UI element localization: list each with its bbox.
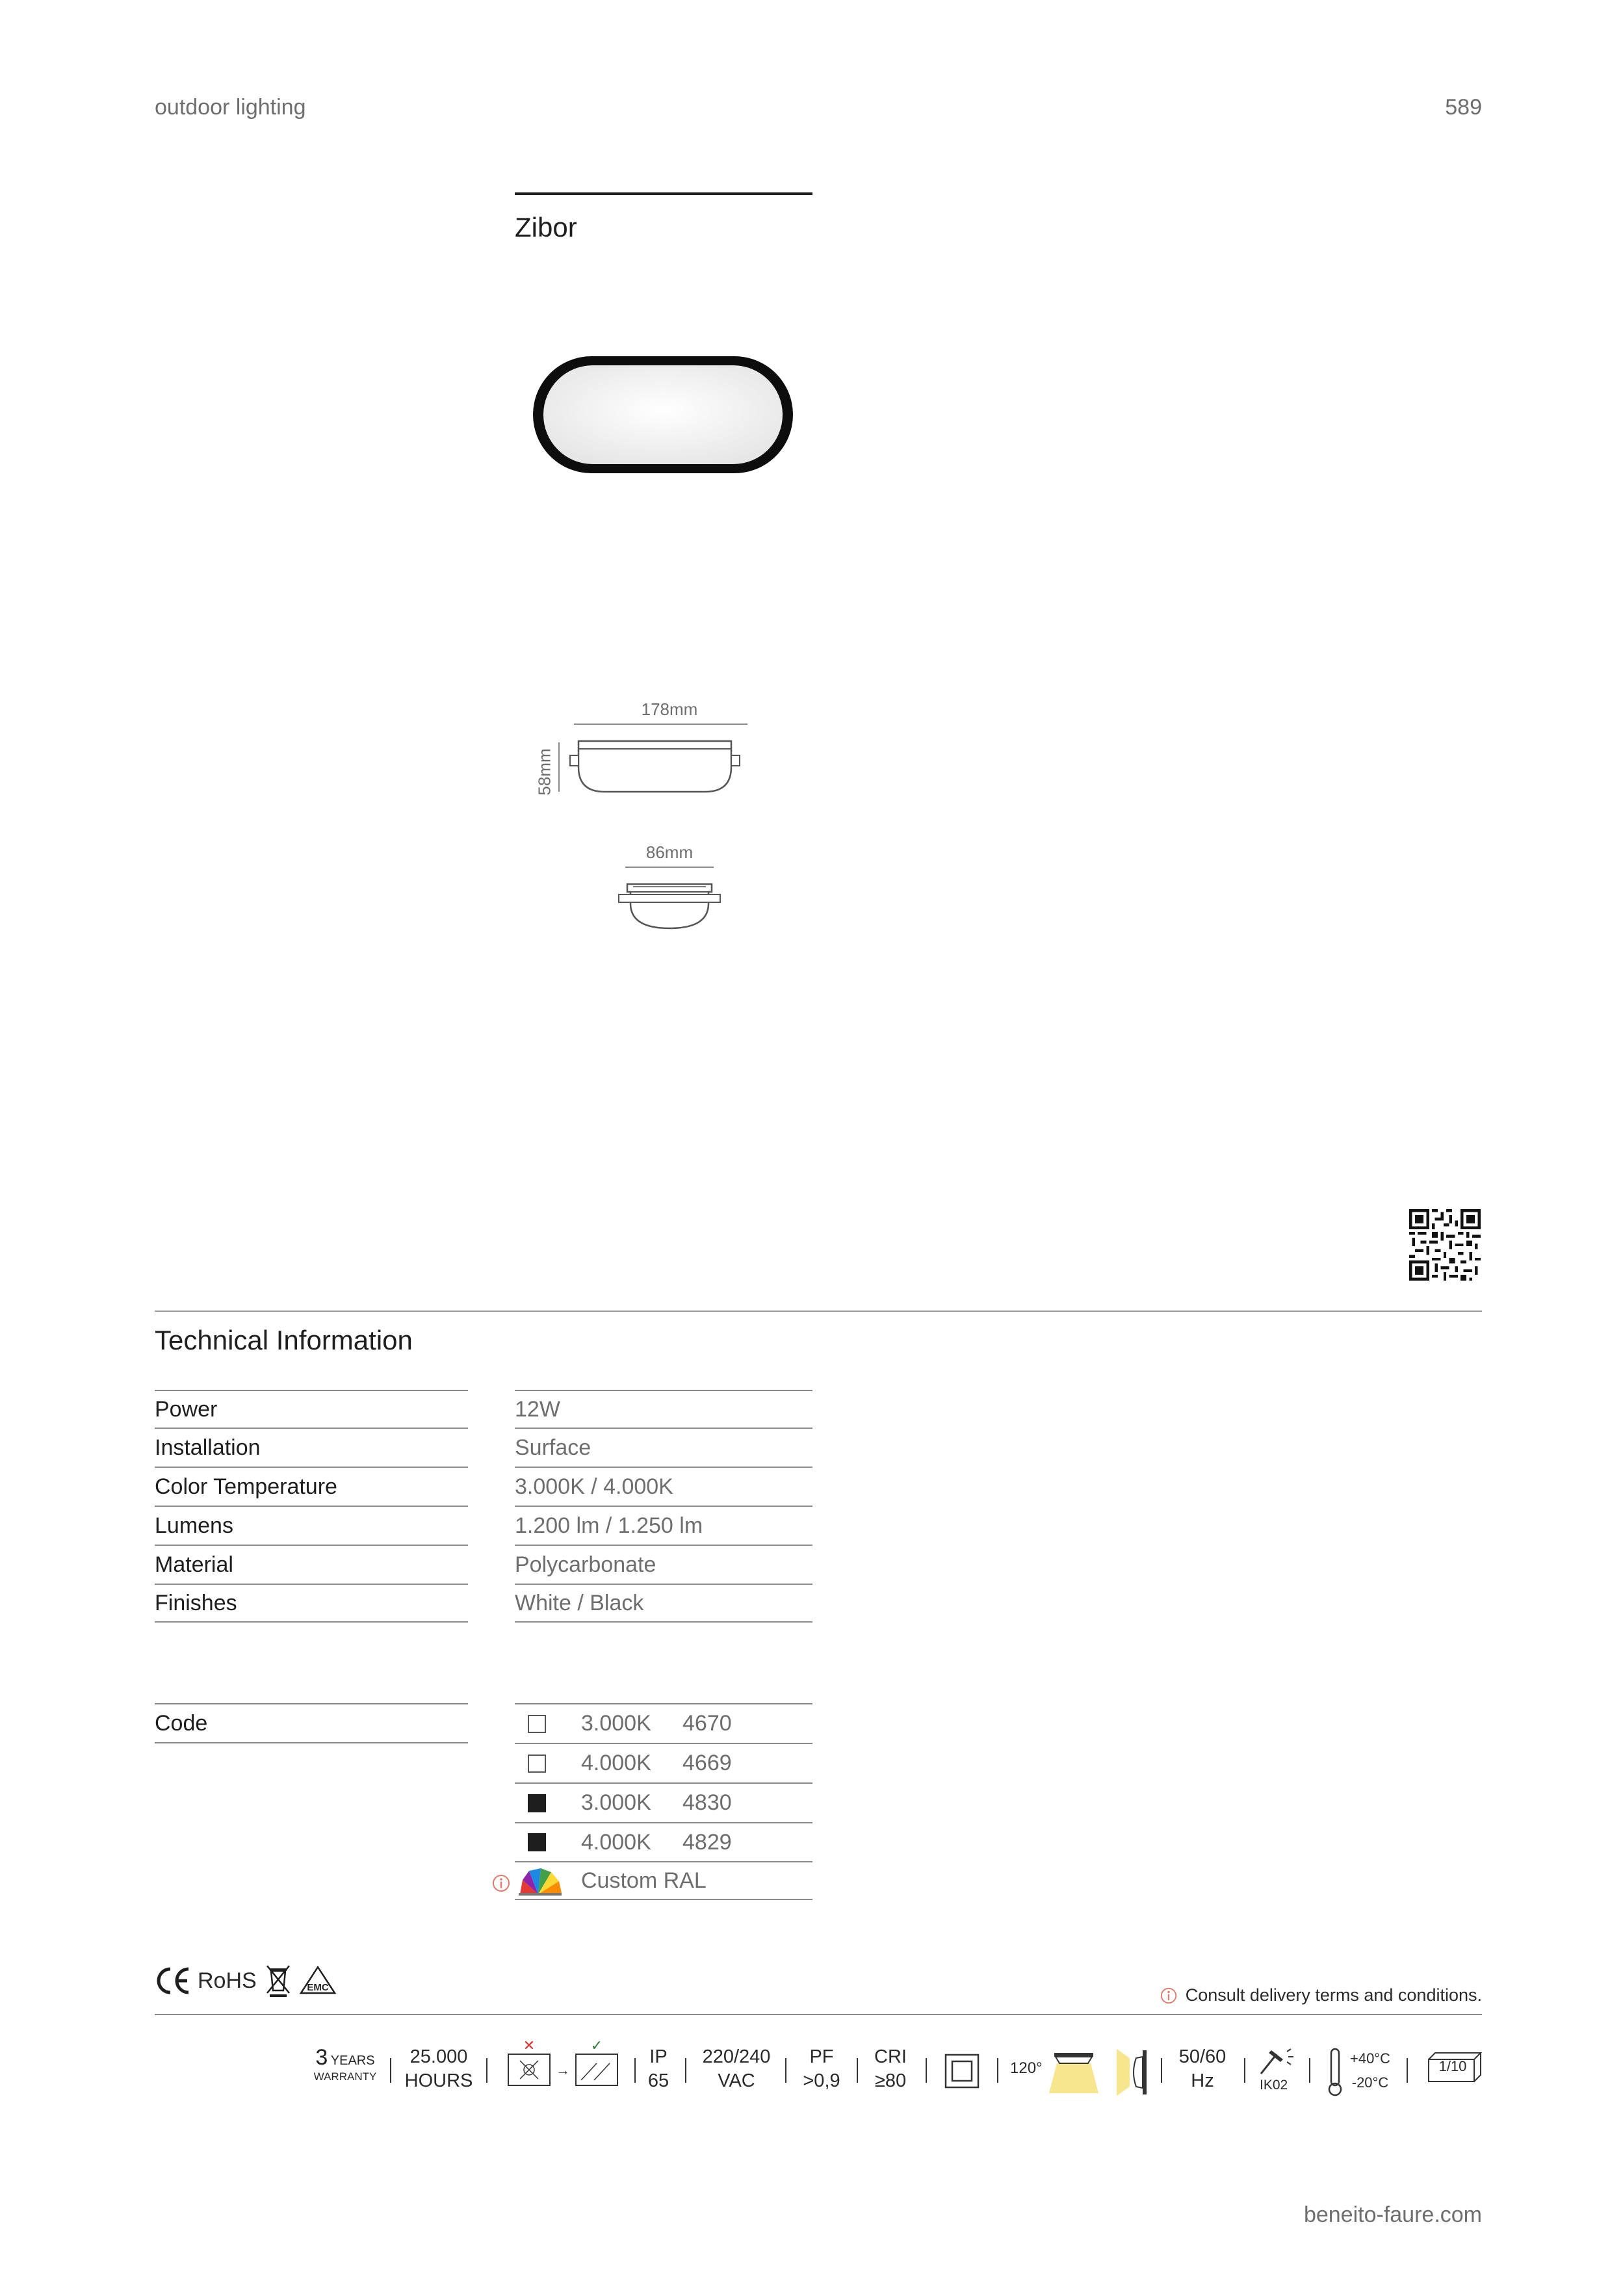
frequency-value: 50/60 — [1178, 2046, 1227, 2067]
voltage-unit: VAC — [718, 2070, 755, 2091]
section-divider — [155, 1311, 1482, 1312]
title-rule — [515, 192, 812, 195]
class-two-icon — [944, 2053, 980, 2089]
separator — [486, 2058, 487, 2083]
tech-value-color-temperature: 3.000K / 4.000K — [515, 1467, 812, 1506]
pf-value: >0,9 — [803, 2070, 840, 2091]
black-finish-swatch — [528, 1833, 546, 1851]
code-number: 4669 — [682, 1751, 732, 1775]
ceiling-light-beam-icon — [1048, 2049, 1100, 2096]
separator — [785, 2058, 786, 2083]
temp-max: +40°C — [1349, 2050, 1390, 2067]
technical-information-title: Technical Information — [155, 1325, 413, 1355]
temp-range — [1345, 2046, 1395, 2094]
voltage-spec — [695, 2045, 777, 2093]
ce-mark-icon — [155, 1966, 192, 1995]
section-title: outdoor lighting — [155, 95, 306, 120]
rohs-label: RoHS — [198, 1968, 257, 1993]
pf-spec — [794, 2045, 849, 2093]
code-row[interactable] — [515, 1703, 812, 1743]
code-temp: 3.000K — [581, 1711, 651, 1736]
package-quantity: 1/10 — [1438, 2058, 1467, 2074]
info-icon[interactable] — [491, 1873, 511, 1893]
svg-text:EMC: EMC — [307, 1982, 329, 1993]
consult-note-text: Consult delivery terms and conditions. — [1185, 1985, 1482, 2005]
code-row[interactable] — [515, 1743, 812, 1782]
warranty-spec — [309, 2045, 381, 2083]
separator — [685, 2058, 686, 2083]
svg-text:✕: ✕ — [523, 2040, 536, 2054]
cri-label: CRI — [874, 2046, 907, 2067]
white-finish-swatch — [528, 1715, 546, 1733]
frequency-spec — [1170, 2045, 1235, 2093]
hours-value: 25.000 — [409, 2046, 468, 2067]
qr-code[interactable] — [1409, 1209, 1481, 1281]
warranty-word: WARRANTY — [313, 2070, 377, 2083]
tech-value-lumens: 1.200 lm / 1.250 lm — [515, 1506, 812, 1545]
wall-light-beam-icon — [1114, 2048, 1150, 2097]
website-link[interactable]: beneito-faure.com — [1303, 2202, 1482, 2227]
tech-value-installation: Surface — [515, 1428, 812, 1467]
svg-text:✓: ✓ — [590, 2040, 603, 2054]
svg-text:→: → — [556, 2062, 570, 2078]
tech-labels — [155, 1390, 468, 1623]
separator — [1161, 2058, 1162, 2083]
beam-angle: 120° — [1010, 2059, 1043, 2077]
width-label: 178mm — [641, 699, 698, 719]
separator — [1244, 2058, 1245, 2083]
front-view-drawing — [530, 715, 751, 806]
weee-bin-icon — [262, 1963, 294, 1998]
code-number: 4670 — [682, 1711, 732, 1736]
code-label-cell — [155, 1703, 468, 1743]
tech-label-material: Material — [155, 1545, 468, 1584]
ip-label: IP — [649, 2046, 668, 2067]
code-temp: 3.000K — [581, 1790, 651, 1815]
spec-divider — [155, 2014, 1482, 2015]
black-finish-swatch — [528, 1794, 546, 1812]
warranty-years: 3 — [315, 2045, 328, 2070]
separator — [926, 2058, 927, 2083]
depth-label: 86mm — [645, 842, 694, 862]
thermometer-icon — [1326, 2048, 1344, 2097]
tech-label-finishes: Finishes — [155, 1584, 468, 1623]
custom-ral-label: Custom RAL — [581, 1868, 707, 1893]
tech-values — [515, 1390, 812, 1623]
warranty-unit: YEARS — [330, 2054, 375, 2068]
temp-min: -20°C — [1351, 2074, 1389, 2091]
product-title: Zibor — [515, 212, 577, 242]
separator — [1407, 2058, 1408, 2083]
white-finish-swatch — [528, 1755, 546, 1773]
voltage-value: 220/240 — [702, 2046, 771, 2067]
separator — [1309, 2058, 1310, 2083]
consult-note — [1150, 1985, 1482, 2005]
tech-label-installation: Installation — [155, 1428, 468, 1467]
tech-value-power: 12W — [515, 1390, 812, 1428]
code-temp: 4.000K — [581, 1751, 651, 1775]
hours-unit: HOURS — [404, 2070, 473, 2091]
code-temp: 4.000K — [581, 1829, 651, 1855]
code-row[interactable] — [515, 1822, 812, 1861]
impact-hammer-icon — [1257, 2046, 1296, 2076]
separator — [857, 2058, 858, 2083]
separator — [634, 2058, 636, 2083]
ip-spec — [642, 2045, 675, 2093]
product-image — [526, 351, 799, 481]
code-row[interactable] — [515, 1782, 812, 1822]
code-number: 4829 — [682, 1829, 732, 1855]
emc-mark-icon — [298, 1964, 337, 1997]
color-fan-icon — [516, 1867, 563, 1897]
tech-label-power: Power — [155, 1390, 468, 1428]
tech-value-material: Polycarbonate — [515, 1545, 812, 1584]
tech-label-lumens: Lumens — [155, 1506, 468, 1545]
code-label: Code — [155, 1703, 468, 1743]
page-number: 589 — [1445, 95, 1482, 120]
cri-spec — [864, 2045, 916, 2093]
cri-value: ≥80 — [874, 2070, 907, 2091]
no-bulb-replace-icon — [504, 2040, 621, 2092]
frequency-unit: Hz — [1191, 2070, 1214, 2091]
separator — [997, 2058, 998, 2083]
tech-label-color-temperature: Color Temperature — [155, 1467, 468, 1506]
side-view-drawing — [611, 858, 728, 936]
info-icon — [1160, 1987, 1178, 2005]
pf-label: PF — [809, 2046, 834, 2067]
ip-value: 65 — [647, 2070, 669, 2091]
code-number: 4830 — [682, 1790, 732, 1815]
separator — [390, 2058, 391, 2083]
hours-spec — [400, 2045, 478, 2093]
ik-rating: IK02 — [1260, 2078, 1288, 2093]
tech-value-finishes: White / Black — [515, 1584, 812, 1623]
certifications — [155, 1963, 337, 1998]
height-label: 58mm — [534, 748, 554, 796]
